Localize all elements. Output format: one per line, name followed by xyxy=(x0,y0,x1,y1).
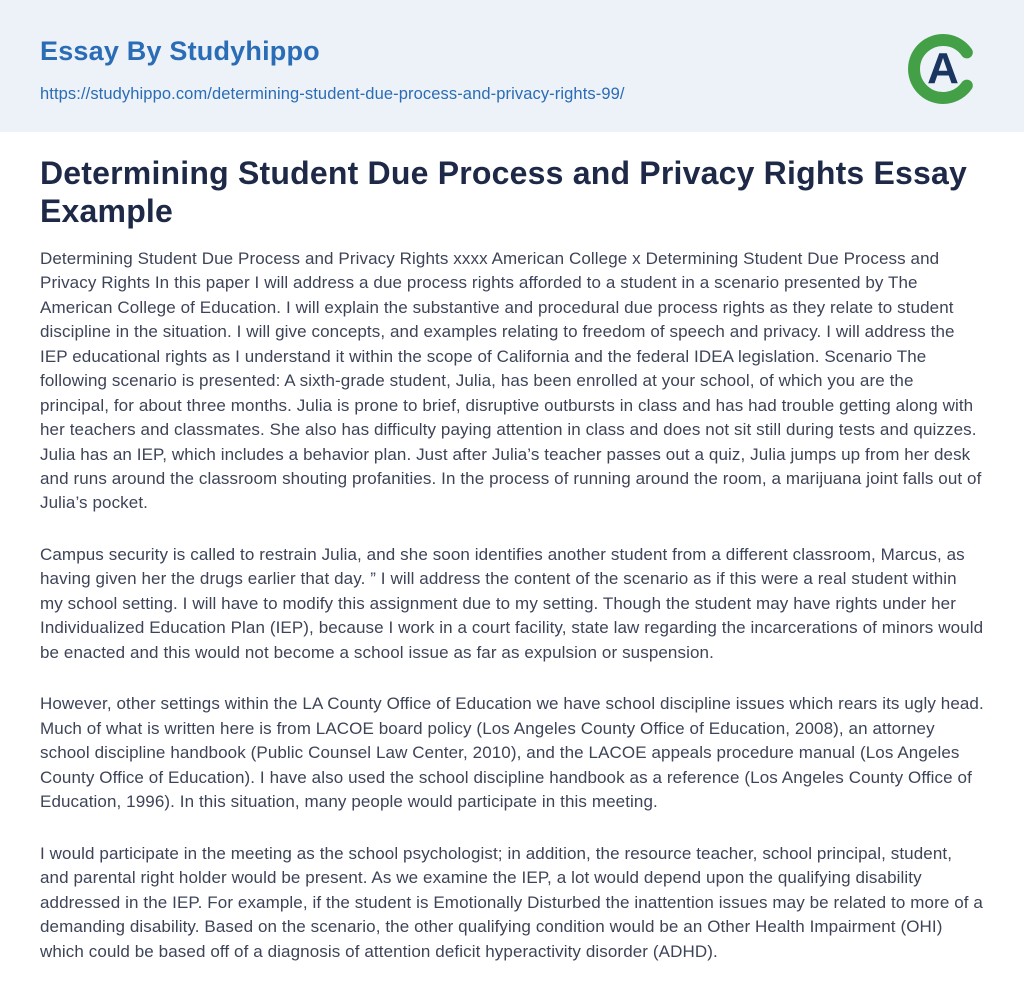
essay-article xyxy=(0,132,1024,964)
essay-title: Determining Student Due Process and Privacy Rights Essay Example xyxy=(40,155,968,230)
essay-paragraph-1: Determining Student Due Process and Privacy Rights xxxx American College x Determining Student Due Process and Privacy Rights In this paper I will address a due process rights afforded to a student in a scenario presented by The American College of Education. I will explain the substantive and procedural due process rights as they relate to student discipline in the situation. I will give concepts, and examples relating to freedom of speech and privacy. I will address the IEP educational rights as I understand it within the scope of California and the federal IDEA legislation. Scenario The following scenario is presented: A sixth-grade student, Julia, has been enrolled at your school, of which you are the principal, for about three months. Julia is prone to brief, disruptive outbursts in class and has had trouble getting along with her teachers and classmates. She also has difficulty paying attention in class and does not sit still during tests and quizzes. Julia has an IEP, which includes a behavior plan. Just after Julia’s teacher passes out a quiz, Julia jumps up from her desk and runs around the classroom shouting profanities. In the process of running around the room, a marijuana joint falls out of Julia’s pocket. xyxy=(40,248,982,513)
essay-paragraph-2: Campus security is called to restrain Julia, and she soon identifies another student from a different classroom, Marcus, as having given her the drugs earlier that day. ” I will address the content of the scenario as if this were a real student within my school setting. I will have to modify this assignment due to my setting. Though the student may have rights under her Individualized Education Plan (IEP), because I work in a court facility, state law regarding the incarcerations of minors would be enacted and this would not become a school issue as far as expulsion or suspension. xyxy=(40,544,984,662)
source-url-link[interactable]: https://studyhippo.com/determining-student-due-process-and-privacy-rights-99/ xyxy=(40,85,625,103)
studyhippo-logo-icon xyxy=(904,30,982,108)
essay-paragraph-4: I would participate in the meeting as the school psychologist; in addition, the resource teacher, school principal, student, and parental right holder would be present. As we examine the IEP, a lot would depend upon the qualifying disability addressed in the IEP. For example, if the student is Emotionally Disturbed the inattention issues may be related to more of a demanding disability. Based on the scenario, the other qualifying condition would be an Other Health Impairment (OHI) which could be based off of a diagnosis of attention deficit hyperactivity disorder (ADHD). xyxy=(40,843,983,961)
header-text-block xyxy=(40,30,625,104)
page-header xyxy=(0,0,1024,132)
site-title: Essay By Studyhippo xyxy=(40,36,320,66)
logo-letter: A xyxy=(927,44,959,93)
essay-paragraph-3: However, other settings within the LA County Office of Education we have school discipline issues which rears its ugly head. Much of what is written here is from LACOE board policy (Los Angeles County Office of Education, 2008), an attorney school discipline handbook (Public Counsel Law Center, 2010), and the LACOE appeals procedure manual (Los Angeles County Office of Education). I have also used the school discipline handbook as a reference (Los Angeles County Office of Education, 1996). In this situation, many people would participate in this meeting. xyxy=(40,694,984,812)
